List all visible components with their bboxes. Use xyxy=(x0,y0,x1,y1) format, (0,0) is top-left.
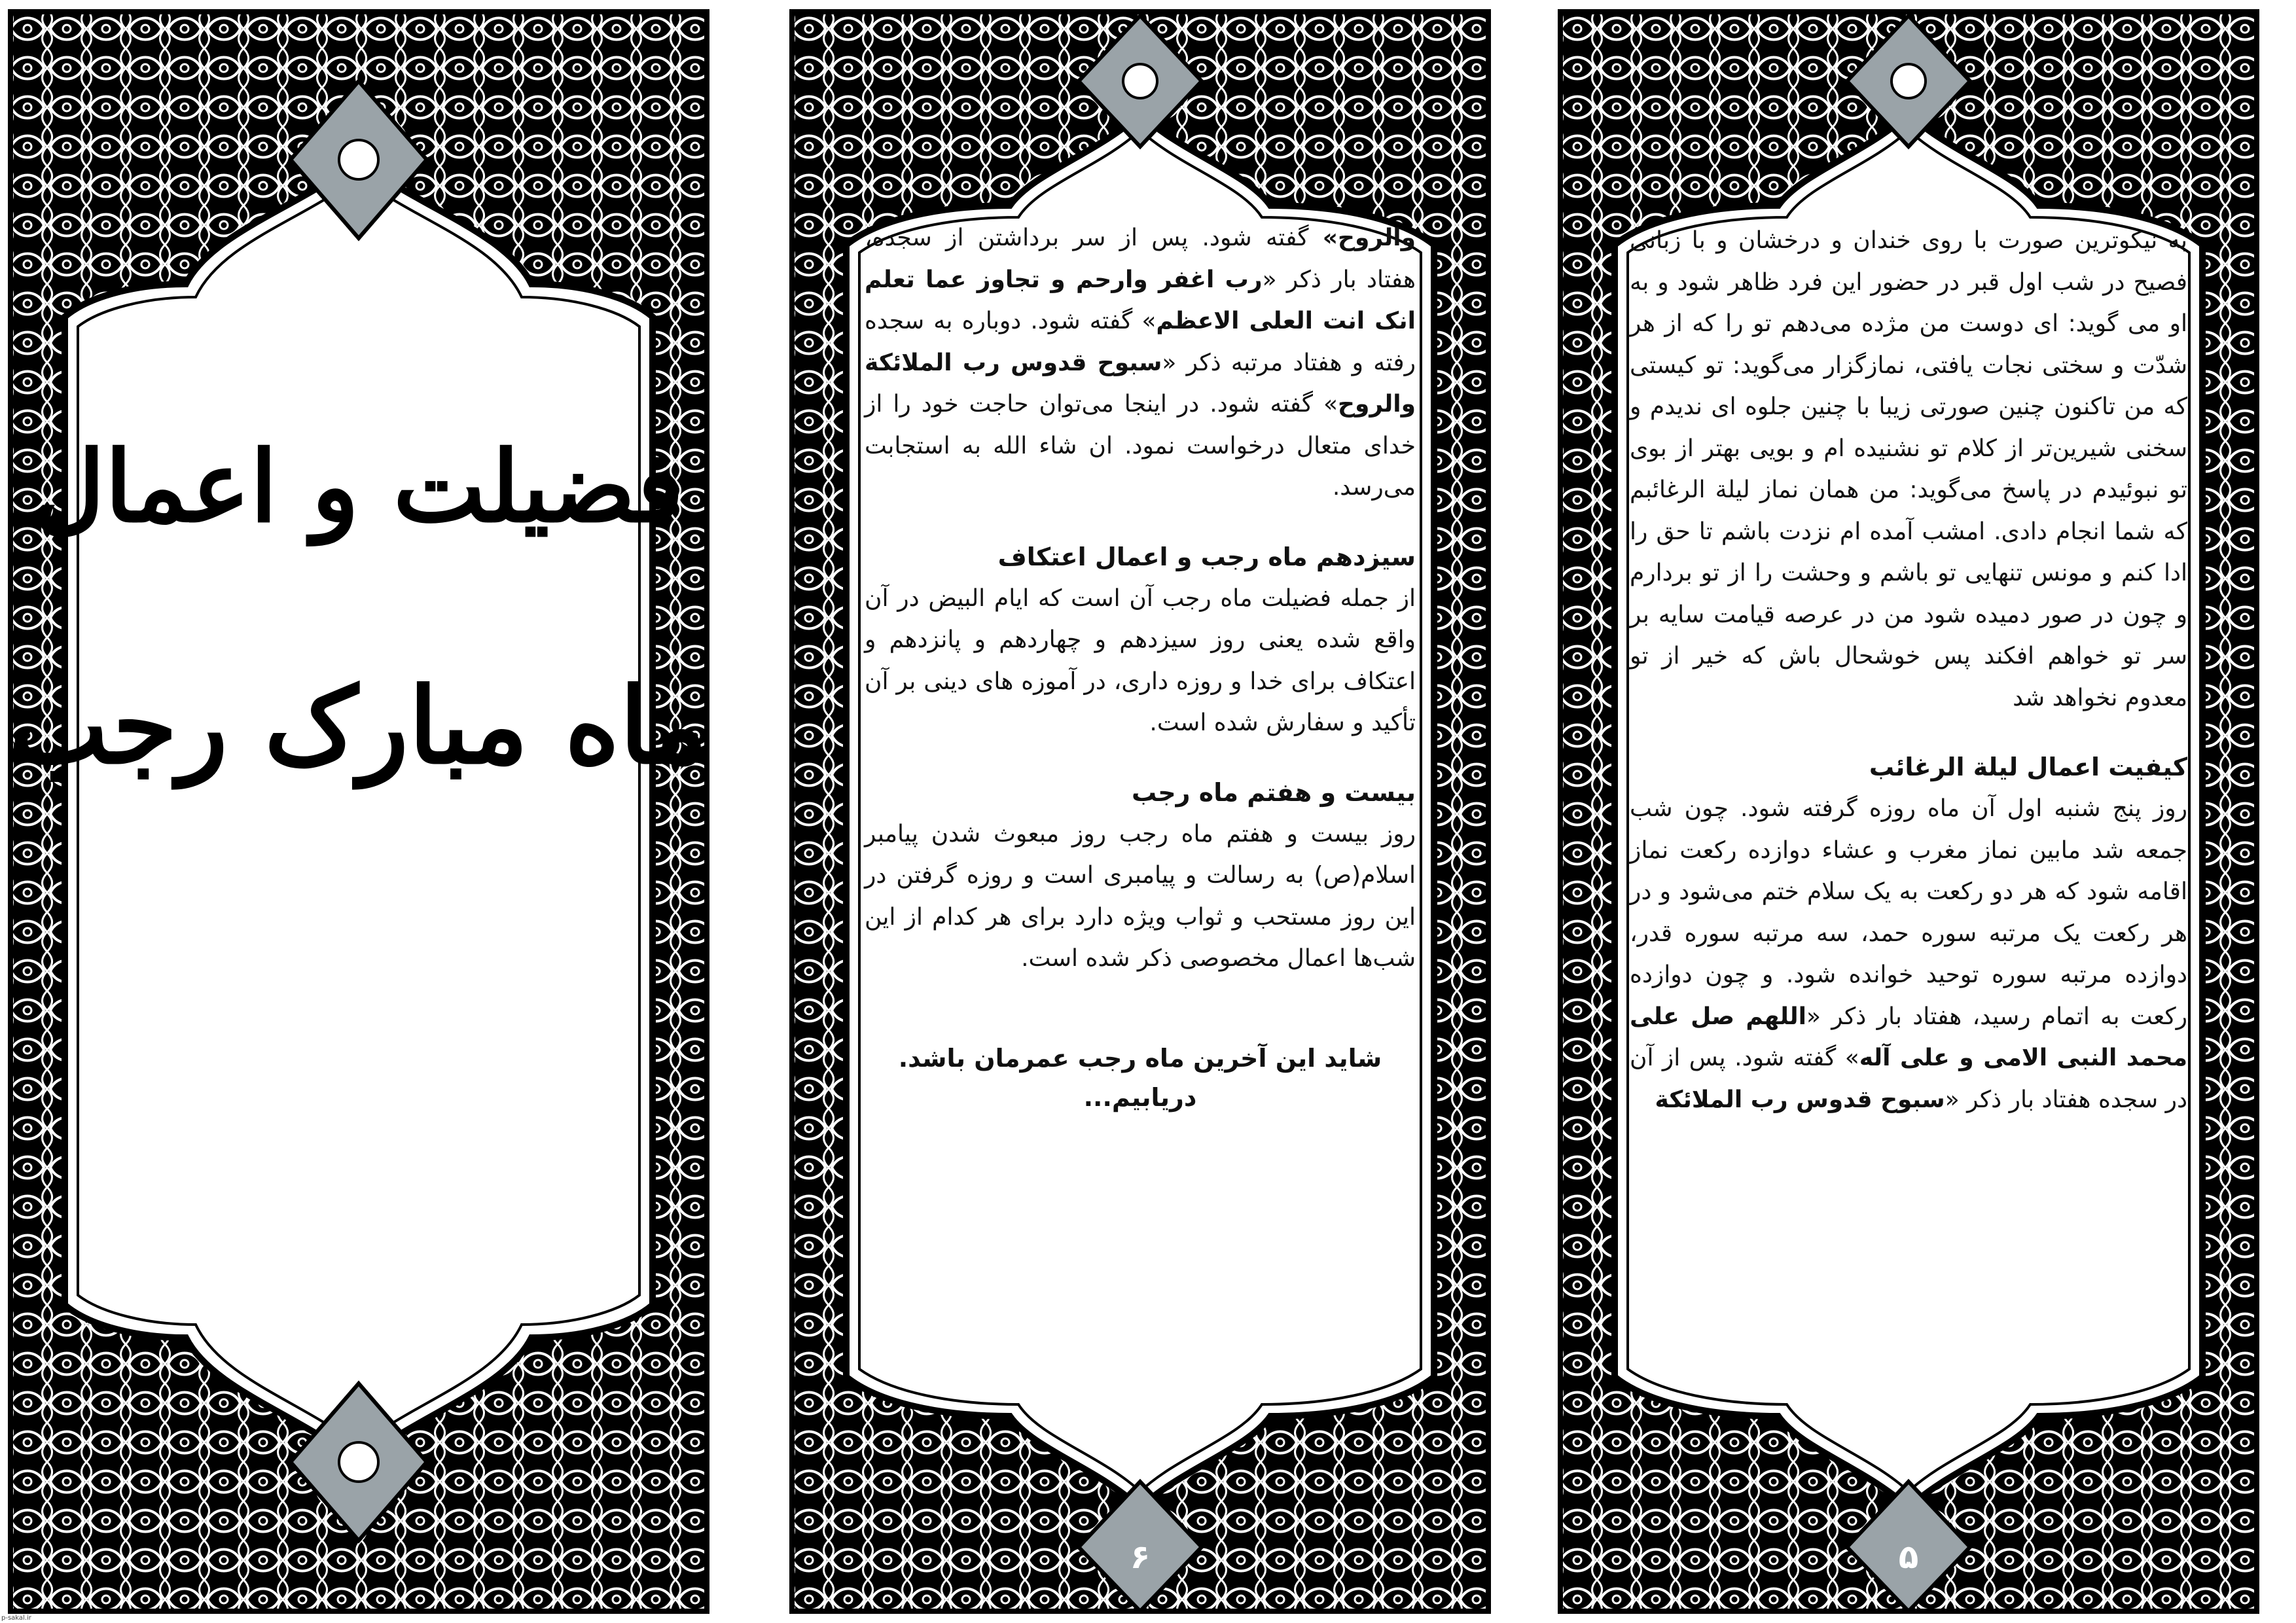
bold-text: اللهم صل علی محمد النبی الامی و علی آله xyxy=(1630,1003,2187,1071)
bold-text: سبوح قدوس رب الملائکة والروح xyxy=(865,349,1416,418)
bold-text: والروح» xyxy=(1322,224,1416,251)
cover-title-line-1: فضیلت و اعمال xyxy=(33,429,684,544)
bold-text: سبوح قدوس رب الملائکة xyxy=(1655,1086,1945,1113)
page-5-panel xyxy=(1558,9,2259,1614)
site-credit: p-sakal.ir xyxy=(1,1614,31,1622)
body-text: » گفته شود. در اینجا می‌توان حاجت خود را از خدای متعال درخواست نمود. ان شاء الله به استجابت می‌رسد. xyxy=(865,391,1416,501)
page-6-panel xyxy=(789,9,1491,1614)
body-text: » گفته شود. پس از آن در سجده هفتاد بار ذکر « xyxy=(1630,1044,2187,1113)
closing-line-2: دریابیم... xyxy=(1083,1082,1197,1112)
paragraph-13th-rajab: از جمله فضیلت ماه رجب آن است که ایام البیض در آن واقع شده یعنی روز سیزدهم و چهاردهم و پانزدهم و اعتکاف برای خدا و روزه داری، در آموزه های دینی بر آن تأکید و سفارش شده است. xyxy=(865,584,1416,736)
paragraph-27th-rajab: روز بیست و هفتم ماه رجب روز مبعوث شدن پیامبر اسلام(ص) به رسالت و پیامبری است و روزه گرفتن در این روز مستحب و ثواب ویژه دارد برای هر کدام از این شب‌ها اعمال مخصوصی ذکر شده است. xyxy=(865,820,1416,972)
page-number-6: ۶ xyxy=(1130,1538,1151,1576)
closing-line-1: شاید این آخرین ماه رجب عمرمان باشد. xyxy=(898,1043,1382,1073)
body-text: » گفته شود. دوباره به سجده رفته و هفتاد مرتبه ذکر « xyxy=(865,308,1416,376)
page-5-body xyxy=(1630,220,2187,1120)
cover-title-line-2: ماه مبارک رجب xyxy=(9,664,708,787)
paragraph-intro xyxy=(865,217,1416,508)
body-text: روز پنج شنبه اول آن ماه روزه گرفته شود. چون شب جمعه شد مابین نماز مغرب و عشاء دوازده رکعت نماز اقامه شود که هر دو رکعت به یک سلام ختم می‌شود و در هر رکعت یک مرتبه سوره حمد، سه مرتبه سوره قدر، دوازده مرتبه سوره توحید خوانده شود. و چون دوازده رکعت به اتمام رسید، هفتاد بار ذکر « xyxy=(1630,795,2187,1030)
ornamental-frame-cover xyxy=(8,9,709,1614)
paragraph-raghaib-method xyxy=(1630,788,2187,1120)
body-text: گفته شود. پس از سر برداشتن از سجده، هفتاد بار ذکر « xyxy=(865,224,1416,293)
paragraph-raghaib-reward: به نیکوترین صورت با روی خندان و درخشان و با زبانی فصیح در شب اول قبر در حضور این فرد ظاهر شود و به او می گوید: ای دوست من مژده می‌دهم تو را که از هر شدّت و سختی نجات یافتی، نمازگزار می‌گوید: تو کیستی که من تاکنون چنین صورتی زیبا با چنین جلوه ای ندیدم و سخنی شیرین‌تر از کلام تو نشنیده ام و بویی بهتر از بوی تو نبوئیدم در پاسخ می‌گوید: من همان نماز لیلة الرغائبم که شما انجام دادی. امشب آمده ام نزدت باشم تا حق را ادا کنم و مونس تنهایی تو باشم و وحشت را از تو بردارم و چون در صور دمیده شود من در عرصه قیامت سایه بر سر تو خواهم افکند پس خوشحال باش که خیر از تو معدوم نخواهد شد xyxy=(1630,227,2187,711)
page-number-5: ۵ xyxy=(1898,1538,1919,1576)
cover-panel xyxy=(8,9,709,1614)
heading-27th-rajab: بیست و هفتم ماه رجب xyxy=(1132,777,1416,807)
bold-text: رب اغفر وارحم و تجاوز عما تعلم انک انت العلی الاعظم xyxy=(865,266,1416,334)
heading-raghaib-method: کیفیت اعمال لیلة الرغائب xyxy=(1869,753,2187,781)
page-6-body xyxy=(865,217,1416,1117)
heading-13th-rajab: سیزدهم ماه رجب و اعمال اعتکاف xyxy=(997,542,1416,571)
